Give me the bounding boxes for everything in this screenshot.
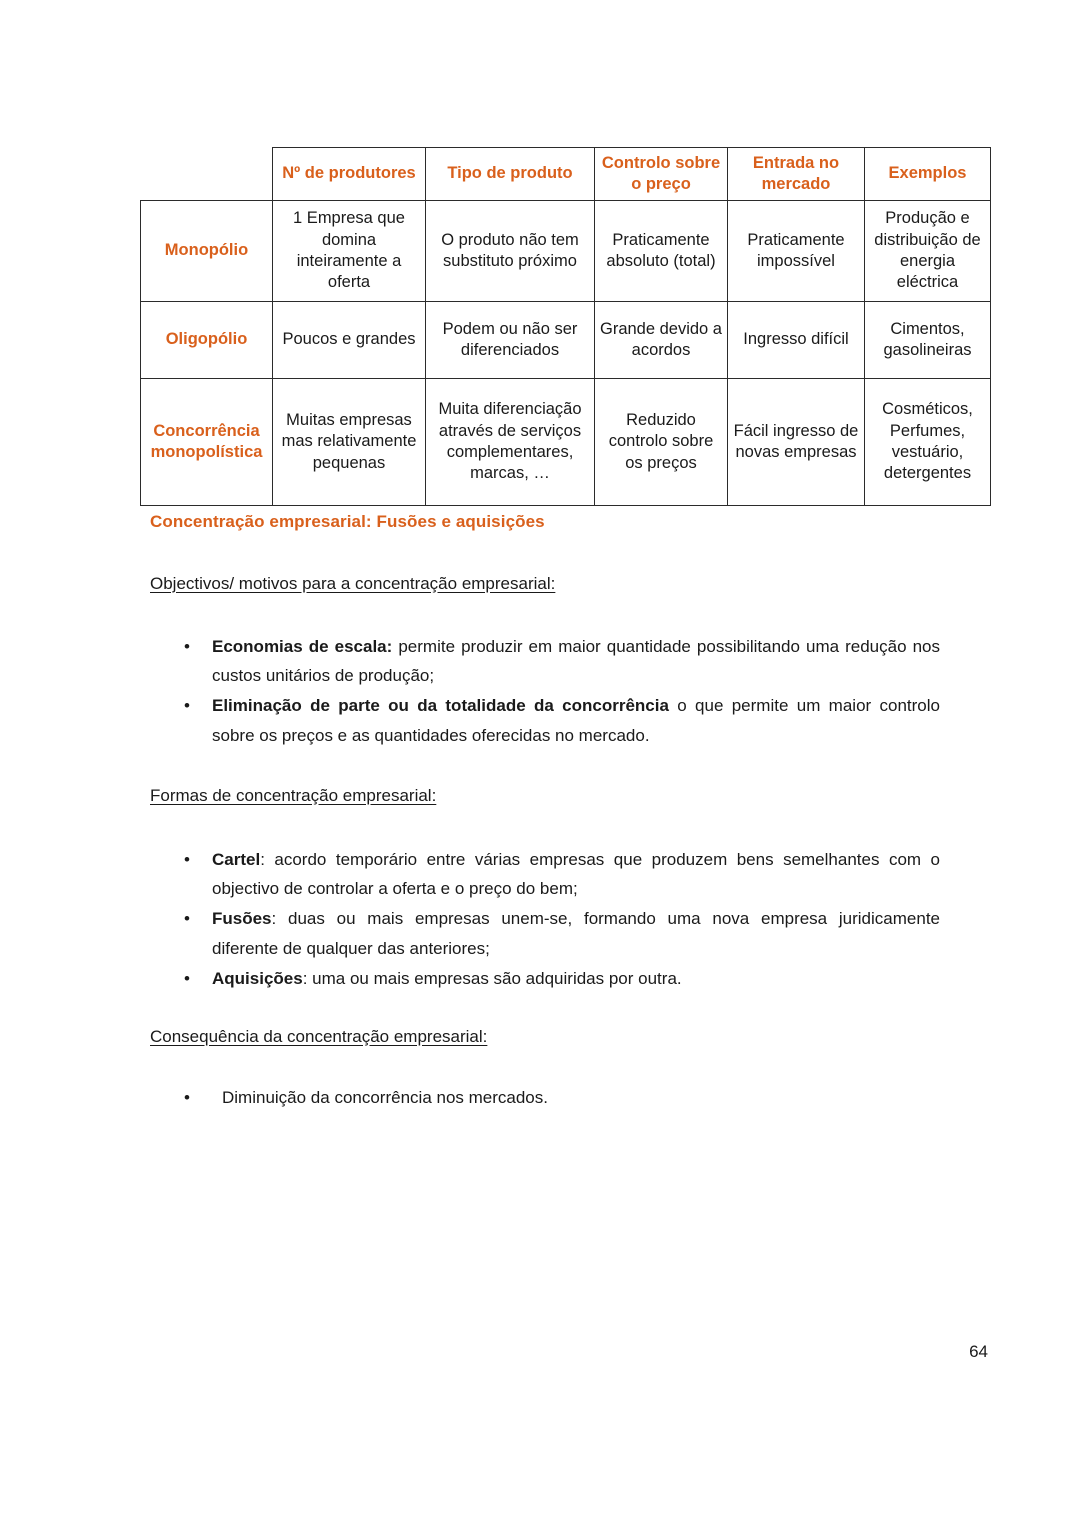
cell-monopolio-exemplos: Produção e distribuição de energia eléctrica (865, 201, 991, 302)
subheading-formas: Formas de concentração empresarial: (150, 786, 437, 805)
list-item-term: Fusões (212, 909, 272, 929)
column-header-tipo-produto: Tipo de produto (426, 148, 595, 201)
table-body (141, 201, 991, 506)
column-header-numero-produtores: Nº de produtores (273, 148, 426, 201)
objectives-list (150, 632, 940, 751)
page-number: 64 (969, 1342, 988, 1361)
table-header-row (141, 148, 991, 201)
subheading-consequencia: Consequência da concentração empresarial: (150, 1027, 488, 1046)
row-header-monopolio: Monopólio (141, 201, 273, 302)
cell-oligopolio-exemplos: Cimentos, gasolineiras (865, 302, 991, 379)
cell-oligopolio-entrada-mercado: Ingresso difícil (728, 302, 865, 379)
list-item (150, 904, 940, 962)
cell-monopolio-entrada-mercado: Praticamente impossível (728, 201, 865, 302)
row-header-oligopolio: Oligopólio (141, 302, 273, 379)
list-item-term: Eliminação de parte ou da totalidade da concorrência (212, 696, 669, 716)
cell-oligopolio-produtores: Poucos e grandes (273, 302, 426, 379)
column-header-entrada-mercado: Entrada no mercado (728, 148, 865, 201)
cell-concorrencia-produtores: Muitas empresas mas relativamente pequenas (273, 379, 426, 506)
list-item-text: permite produzir em maior quantidade possibilitando uma redução nos custos unitários de produção; (212, 637, 940, 686)
list-item-term: Economias de escala: (212, 637, 393, 656)
consequences-list (150, 1083, 940, 1113)
list-item-term: Aquisições (212, 968, 303, 988)
cell-oligopolio-controlo-preco: Grande devido a acordos (595, 302, 728, 379)
list-item (150, 1083, 940, 1112)
table-row (141, 302, 991, 379)
cell-concorrencia-controlo-preco: Reduzido controlo sobre os preços (595, 379, 728, 506)
cell-monopolio-tipo-produto: O produto não tem substituto próximo (426, 201, 595, 302)
list-item (150, 691, 940, 749)
cell-concorrencia-entrada-mercado: Fácil ingresso de novas empresas (728, 379, 865, 506)
cell-concorrencia-exemplos: Cosméticos, Perfumes, vestuário, detergentes (865, 379, 991, 506)
column-header-controlo-preco: Controlo sobre o preço (595, 148, 728, 201)
subheading-objectivos: Objectivos/ motivos para a concentração empresarial: (150, 574, 556, 593)
row-header-concorrencia-monopolistica: Concorrência monopolística (141, 379, 273, 506)
cell-monopolio-produtores: 1 Empresa que domina inteiramente a oferta (273, 201, 426, 302)
market-structures-table-wrapper (140, 147, 990, 506)
table-row (141, 201, 991, 302)
list-item-text: : uma ou mais empresas são adquiridas por outra. (302, 968, 682, 988)
table-corner-cell (141, 148, 273, 201)
section-heading-concentracao-empresarial: Concentração empresarial: Fusões e aquisições (150, 512, 545, 531)
list-item-term: Cartel (212, 850, 261, 869)
cell-concorrencia-tipo-produto: Muita diferenciação através de serviços complementares, marcas, … (426, 379, 595, 506)
cell-monopolio-controlo-preco: Praticamente absoluto (total) (595, 201, 728, 302)
list-item (150, 845, 940, 903)
list-item-text: : duas ou mais empresas unem-se, formando uma nova empresa juridicamente diferente de qualquer das anteriores; (212, 909, 940, 958)
cell-oligopolio-tipo-produto: Podem ou não ser diferenciados (426, 302, 595, 379)
column-header-exemplos: Exemplos (865, 148, 991, 201)
forms-list (150, 845, 940, 994)
list-item-text: o que permite um maior controlo sobre os preços e as quantidades oferecidas no mercado. (212, 696, 940, 745)
market-structures-table (140, 147, 991, 506)
list-item-text: Diminuição da concorrência nos mercados. (222, 1088, 548, 1107)
table-header (141, 148, 991, 201)
list-item-text: : acordo temporário entre várias empresas que produzem bens semelhantes com o objectivo de controlar a oferta e o preço do bem; (212, 850, 940, 899)
list-item (150, 964, 940, 993)
table-row (141, 379, 991, 506)
list-item (150, 632, 940, 690)
